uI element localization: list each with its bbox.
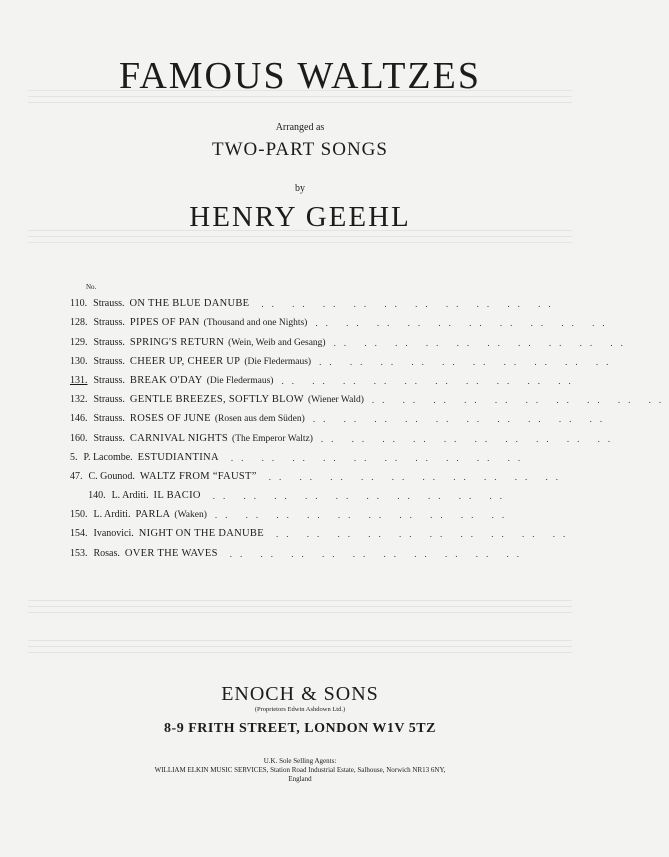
agents-address: WILLIAM ELKIN MUSIC SERVICES, Station Road Industrial Estate, Salhouse, Norwich NR13 6NY, [154,766,446,774]
song-row [70,348,617,367]
song-composer: Ivanovici. [93,528,134,540]
leader-dots: .. .. .. .. .. .. .. .. .. .. [268,471,566,482]
song-row [70,424,619,444]
song-number: 47. [70,470,83,482]
song-composer: Strauss. [93,298,125,310]
song-composer: Rosas. [93,547,120,559]
song-number: 129. [70,336,88,348]
song-subtitle: (The Emperor Waltz) [232,433,313,444]
leader-dots: .. .. .. .. .. .. .. .. .. .. [230,452,529,463]
song-title: WALTZ FROM “FAUST” [139,470,257,482]
song-number: 132. [70,394,88,406]
show-through-line [28,242,572,243]
song-composer: Strauss. [93,432,125,444]
song-composer: L. Arditi. [93,509,131,521]
song-row [70,290,559,310]
show-through-line [28,600,572,601]
song-title: NIGHT ON THE DANUBE [138,528,264,540]
song-row [70,539,528,559]
leader-dots: .. .. .. .. .. .. .. .. .. .. [214,510,513,521]
show-through-line [28,646,572,647]
song-title: ROSES OF JUNE [129,413,211,425]
leader-dots: .. .. .. .. .. .. .. .. .. .. [371,395,669,406]
song-composer: Strauss. [93,336,125,348]
show-through-line [28,236,572,237]
song-number: 154. [70,528,88,540]
song-number: 153. [70,547,88,559]
song-number: 160. [70,432,88,444]
song-composer: Strauss. [93,394,125,406]
song-title: OVER THE WAVES [124,547,218,559]
song-title: ESTUDIANTINA [137,451,219,463]
song-number: 140. [88,490,106,502]
song-title: ON THE BLUE DANUBE [129,298,250,310]
song-title: PIPES OF PAN [129,317,200,329]
song-row [70,482,510,501]
song-row [70,463,566,482]
song-composer: L. Arditi. [111,490,149,502]
song-title: CARNIVAL NIGHTS [129,432,229,444]
song-composer: Strauss. [93,413,125,425]
song-title: SPRING'S RETURN [129,336,225,348]
agents-country: England [288,775,312,783]
show-through-line [28,612,572,613]
leader-dots: .. .. .. .. .. .. .. .. .. .. [315,318,613,329]
page-subtitle: TWO-PART SONGS [212,139,388,160]
song-subtitle: (Die Fledermaus) [244,356,312,367]
song-row [70,520,574,540]
song-subtitle: (Thousand and one Nights) [203,318,308,329]
arranged-as-label: Arranged as [275,122,325,133]
song-number: 110. [70,298,88,310]
song-row [70,367,579,386]
song-row [70,444,529,463]
leader-dots: .. .. .. .. .. .. .. .. .. .. [281,375,579,386]
show-through-line [28,606,572,607]
publisher-note: (Proprietors Edwin Ashdown Ltd.) [254,706,346,713]
song-row [70,386,669,406]
show-through-line [28,640,572,641]
song-number: 128. [70,317,88,329]
song-composer: Strauss. [93,355,125,367]
song-number: 131. [70,374,88,386]
show-through-line [28,652,572,653]
song-row [70,328,631,348]
leader-dots: .. .. .. .. .. .. .. .. .. .. [319,356,617,367]
song-title: IL BACIO [153,490,201,502]
song-composer: C. Gounod. [88,470,135,482]
leader-dots: .. .. .. .. .. .. .. .. .. .. [320,433,619,444]
song-title: CHEER UP, CHEER UP [129,355,241,367]
publisher-name: ENOCH & SONS [221,683,379,705]
song-subtitle: (Waken) [174,510,207,521]
song-subtitle: (Wein, Weib and Gesang) [228,337,326,348]
page-title: FAMOUS WALTZES [119,55,481,97]
leader-dots: .. .. .. .. .. .. .. .. .. .. [212,491,510,502]
song-list [70,290,669,559]
by-label: by [295,183,305,194]
song-number: 146. [70,413,88,425]
song-composer: Strauss. [93,317,125,329]
number-column-label: No. [86,283,97,291]
song-subtitle: (Rosen aus dem Süden) [214,414,305,425]
arranger-name: HENRY GEEHL [189,201,411,233]
leader-dots: .. .. .. .. .. .. .. .. .. .. [229,548,528,559]
song-composer: Strauss. [93,374,125,386]
agents-label: U.K. Sole Selling Agents: [263,757,337,765]
song-composer: P. Lacombe. [83,451,133,463]
song-subtitle: (Die Fledermaus) [206,375,274,386]
song-subtitle: (Wiener Wald) [307,395,364,406]
song-row [70,501,513,521]
song-title: GENTLE BREEZES, SOFTLY BLOW [129,394,304,406]
song-row [70,405,611,425]
song-title: BREAK O'DAY [129,374,203,386]
publisher-address: 8-9 FRITH STREET, LONDON W1V 5TZ [164,721,436,736]
song-row [70,309,613,329]
leader-dots: .. .. .. .. .. .. .. .. .. .. [333,337,631,348]
song-number: 130. [70,355,88,367]
song-title: PARLA [135,509,171,521]
leader-dots: .. .. .. .. .. .. .. .. .. .. [312,414,611,425]
show-through-line [28,102,572,103]
leader-dots: .. .. .. .. .. .. .. .. .. .. [275,529,574,540]
leader-dots: .. .. .. .. .. .. .. .. .. .. [261,299,559,310]
song-number: 5. [70,451,78,463]
song-number: 150. [70,509,88,521]
